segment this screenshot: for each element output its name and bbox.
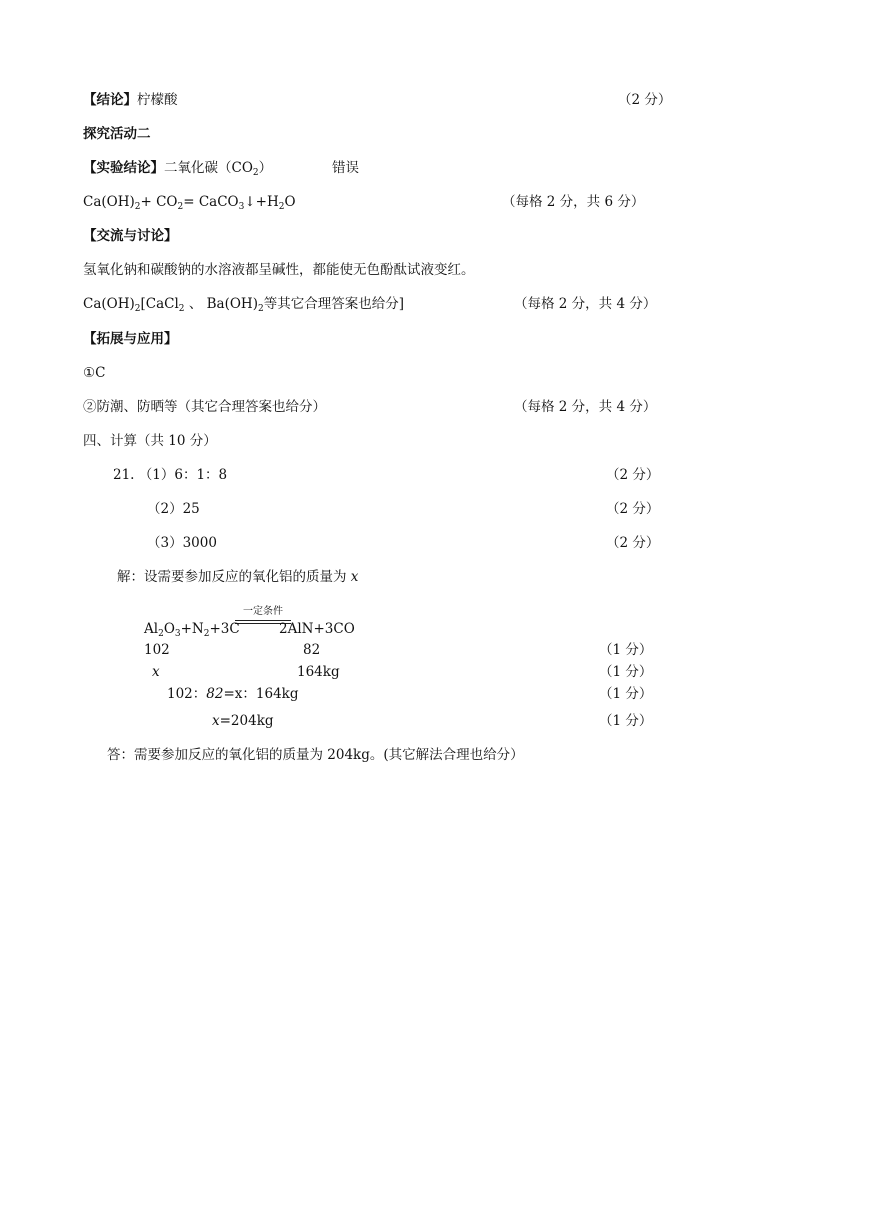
- result-variable: x: [212, 713, 220, 729]
- reaction-reactants: [144, 620, 240, 638]
- equation-1: [83, 193, 296, 211]
- extension-item-2: ②防潮、防晒等（其它合理答案也给分）: [83, 399, 326, 415]
- subscript: 2: [134, 304, 141, 314]
- eq-part: +3C: [209, 621, 240, 637]
- subscript: 3: [238, 202, 245, 212]
- eq-part: = CaCO: [183, 194, 239, 210]
- section-4-title: 四、计算（共 10 分）: [83, 433, 217, 449]
- row2-score: （1 分）: [599, 664, 653, 680]
- subscript: 2: [178, 304, 185, 314]
- eq-part: Ca(OH): [83, 194, 135, 210]
- ratio-part: 102：: [167, 686, 207, 702]
- subscript: 3: [174, 629, 181, 639]
- subscript: 2: [158, 629, 164, 639]
- eq-part: +N: [180, 621, 204, 637]
- q21-answer-1: 21. （1）6：1：8: [113, 467, 228, 483]
- subscript: 2: [203, 629, 210, 639]
- ans-part: 、 Ba(OH): [184, 296, 258, 312]
- exp-conclusion-text: 二氧化碳（CO: [164, 160, 253, 176]
- extension-score: （每格 2 分，共 4 分）: [514, 399, 657, 415]
- conclusion-score: （2 分）: [618, 92, 672, 108]
- q21-answer-2: （2）25: [147, 501, 200, 517]
- exp-conclusion-line: [83, 159, 272, 177]
- exp-conclusion-label: 【实验结论】: [83, 160, 164, 176]
- subscript: 2: [257, 304, 264, 314]
- solution-intro: [117, 568, 358, 586]
- row1-left: 102: [144, 642, 170, 658]
- exp-conclusion-close: ）: [258, 160, 273, 176]
- conclusion-line: [83, 91, 178, 109]
- subscript: 2: [134, 202, 141, 212]
- final-answer: 答：需要参加反应的氧化铝的质量为 204kg。(其它解法合理也给分）: [107, 747, 524, 763]
- ans-part: Ca(OH): [83, 296, 135, 312]
- discussion-answer: [83, 295, 404, 313]
- eq-part: ↓+H: [244, 194, 279, 210]
- ratio-part: 82: [206, 686, 224, 702]
- subscript: 2: [177, 202, 184, 212]
- ans-part: 等其它合理答案也给分]: [263, 296, 404, 312]
- subscript: 2: [252, 168, 259, 178]
- eq-part: + CO: [140, 194, 178, 210]
- conclusion-text: 柠檬酸: [137, 92, 178, 108]
- discussion-score: （每格 2 分，共 4 分）: [514, 296, 657, 312]
- extension-label: 【拓展与应用】: [83, 331, 178, 347]
- row1-score: （1 分）: [599, 642, 653, 658]
- subscript: 2: [278, 202, 285, 212]
- extension-item-1: ①C: [83, 365, 106, 381]
- solution-variable: x: [350, 569, 359, 585]
- row3-ratio: [167, 685, 298, 703]
- row2-mid: 164kg: [297, 664, 340, 680]
- q21-answer-2-score: （2 分）: [606, 501, 660, 517]
- condition-label: 一定条件: [243, 606, 283, 617]
- q21-answer-3-score: （2 分）: [606, 535, 660, 551]
- reaction-products: 2AlN+3CO: [279, 621, 355, 637]
- ratio-part: =x：164kg: [223, 686, 299, 702]
- q21-answer-3: （3）3000: [147, 535, 217, 551]
- row3-score: （1 分）: [599, 686, 653, 702]
- row4-result: [212, 712, 274, 730]
- row1-mid: 82: [303, 642, 321, 658]
- exp-conclusion-wrong: 错误: [332, 160, 359, 176]
- q21-answer-1-score: （2 分）: [606, 467, 660, 483]
- result-value: =204kg: [219, 713, 274, 729]
- row4-score: （1 分）: [599, 713, 653, 729]
- row2-left: x: [152, 664, 160, 680]
- discussion-text: 氢氧化钠和碳酸钠的水溶液都呈碱性，都能使无色酚酞试液变红。: [83, 262, 475, 278]
- solution-intro-text: 解：设需要参加反应的氧化铝的质量为: [117, 569, 351, 585]
- activity2-title: 探究活动二: [83, 126, 151, 142]
- ans-part: [CaCl: [140, 296, 179, 312]
- discussion-label: 【交流与讨论】: [83, 228, 178, 244]
- conclusion-label: 【结论】: [83, 92, 137, 108]
- equation-1-score: （每格 2 分，共 6 分）: [502, 194, 645, 210]
- eq-part: O: [163, 621, 175, 637]
- eq-part: O: [284, 194, 296, 210]
- eq-part: Al: [144, 621, 159, 637]
